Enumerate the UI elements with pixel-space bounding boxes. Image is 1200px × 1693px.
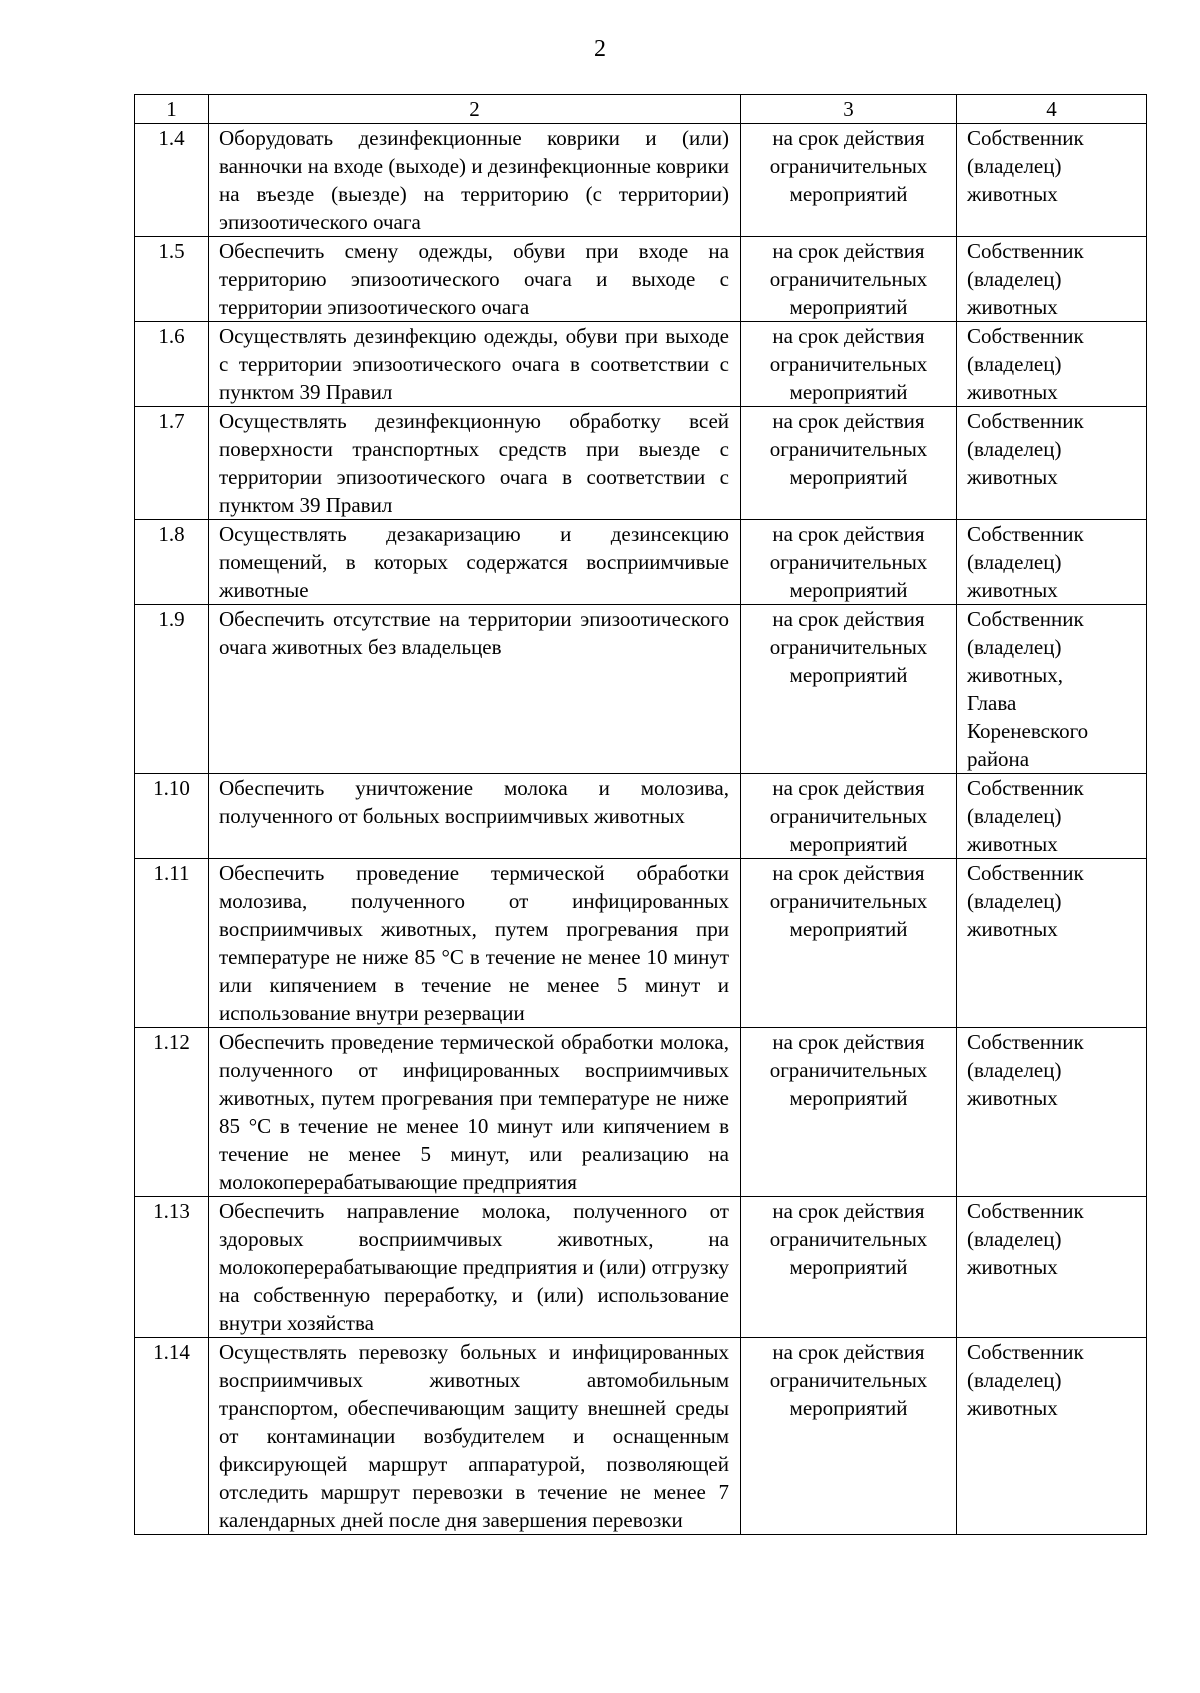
column-header-4: 4: [957, 95, 1147, 124]
responsible-party: [957, 322, 1147, 407]
responsible-line: района: [967, 747, 1030, 771]
responsible-line: Собственник: [967, 861, 1084, 885]
row-number: 1.12: [135, 1028, 209, 1197]
table-header-row: [135, 95, 1147, 124]
term-line: ограничительных: [769, 352, 928, 376]
responsible-party: [957, 1197, 1147, 1338]
responsible-party: [957, 237, 1147, 322]
term-line: на срок действия: [772, 239, 925, 263]
term-line: мероприятий: [789, 182, 908, 206]
table-row: [135, 520, 1147, 605]
term-line: ограничительных: [769, 267, 928, 291]
row-number: 1.6: [135, 322, 209, 407]
measure-term: [741, 322, 957, 407]
measure-description: Осуществлять дезакаризацию и дезинсекцию помещений, в которых содержатся восприимчивые животные: [209, 520, 741, 605]
responsible-party: [957, 605, 1147, 774]
responsible-line: Собственник: [967, 522, 1084, 546]
term-line: ограничительных: [769, 550, 928, 574]
responsible-line: животных: [967, 1086, 1058, 1110]
row-number: 1.4: [135, 124, 209, 237]
term-line: ограничительных: [769, 154, 928, 178]
table-row: [135, 605, 1147, 774]
table-row: [135, 859, 1147, 1028]
term-line: ограничительных: [769, 635, 928, 659]
term-line: мероприятий: [789, 832, 908, 856]
responsible-line: Собственник: [967, 1030, 1084, 1054]
responsible-line: Кореневского: [967, 719, 1089, 743]
responsible-line: (владелец): [967, 1058, 1062, 1082]
term-line: мероприятий: [789, 578, 908, 602]
responsible-line: (владелец): [967, 154, 1062, 178]
responsible-party: [957, 520, 1147, 605]
row-number: 1.5: [135, 237, 209, 322]
measure-term: [741, 237, 957, 322]
responsible-line: (владелец): [967, 267, 1062, 291]
measure-description: Осуществлять дезинфекцию одежды, обуви при выходе с территории эпизоотического очага в соответствии с пунктом 39 Правил: [209, 322, 741, 407]
responsible-line: животных: [967, 380, 1058, 404]
table-row: [135, 1338, 1147, 1535]
table-row: [135, 237, 1147, 322]
term-line: ограничительных: [769, 1227, 928, 1251]
term-line: ограничительных: [769, 437, 928, 461]
responsible-line: (владелец): [967, 889, 1062, 913]
term-line: мероприятий: [789, 917, 908, 941]
term-line: мероприятий: [789, 663, 908, 687]
responsible-line: (владелец): [967, 437, 1062, 461]
table-row: [135, 1028, 1147, 1197]
column-header-2: 2: [209, 95, 741, 124]
term-line: на срок действия: [772, 522, 925, 546]
term-line: на срок действия: [772, 607, 925, 631]
measure-description: Оборудовать дезинфекционные коврики и (или) ванночки на входе (выходе) и дезинфекционные коврики на въезде (выезде) на территорию (с территории) эпизоотического очага: [209, 124, 741, 237]
term-line: на срок действия: [772, 1199, 925, 1223]
measure-term: [741, 1197, 957, 1338]
row-number: 1.7: [135, 407, 209, 520]
responsible-line: животных: [967, 465, 1058, 489]
row-number: 1.13: [135, 1197, 209, 1338]
responsible-line: Собственник: [967, 126, 1084, 150]
responsible-party: [957, 407, 1147, 520]
term-line: мероприятий: [789, 1255, 908, 1279]
responsible-line: животных: [967, 832, 1058, 856]
responsible-line: Собственник: [967, 607, 1084, 631]
responsible-line: (владелец): [967, 352, 1062, 376]
responsible-line: животных: [967, 295, 1058, 319]
measure-description: Обеспечить уничтожение молока и молозива, полученного от больных восприимчивых животных: [209, 774, 741, 859]
row-number: 1.14: [135, 1338, 209, 1535]
measure-term: [741, 859, 957, 1028]
measure-description: Обеспечить проведение термической обработки молозива, полученного от инфицированных восприимчивых животных, путем прогревания при температуре не ниже 85 °C в течение не менее 10 минут или кипячением в течение не менее 5 минут и использование внутри резервации: [209, 859, 741, 1028]
responsible-line: животных,: [967, 663, 1064, 687]
measure-term: [741, 774, 957, 859]
term-line: на срок действия: [772, 1340, 925, 1364]
responsible-line: животных: [967, 1396, 1058, 1420]
row-number: 1.10: [135, 774, 209, 859]
term-line: на срок действия: [772, 776, 925, 800]
column-header-1: 1: [135, 95, 209, 124]
table-row: [135, 1197, 1147, 1338]
measure-description: Осуществлять перевозку больных и инфицированных восприимчивых животных автомобильным транспортом, обеспечивающим защиту внешней среды от контаминации возбудителем и оснащенным фиксирующей маршрут аппаратурой, позволяющей отследить маршрут перевозки в течение не менее 7 календарных дней после дня завершения перевозки: [209, 1338, 741, 1535]
responsible-party: [957, 774, 1147, 859]
table-row: [135, 124, 1147, 237]
responsible-line: Собственник: [967, 409, 1084, 433]
column-header-3: 3: [741, 95, 957, 124]
page-number: 2: [594, 36, 606, 62]
term-line: на срок действия: [772, 126, 925, 150]
measure-term: [741, 520, 957, 605]
measure-description: Осуществлять дезинфекционную обработку всей поверхности транспортных средств при выезде с территории эпизоотического очага в соответствии с пунктом 39 Правил: [209, 407, 741, 520]
responsible-line: Собственник: [967, 776, 1084, 800]
table-row: [135, 322, 1147, 407]
table-row: [135, 407, 1147, 520]
measure-term: [741, 605, 957, 774]
measure-description: Обеспечить смену одежды, обуви при входе на территорию эпизоотического очага и выходе с территории эпизоотического очага: [209, 237, 741, 322]
responsible-line: Собственник: [967, 239, 1084, 263]
term-line: ограничительных: [769, 804, 928, 828]
responsible-line: (владелец): [967, 635, 1062, 659]
row-number: 1.9: [135, 605, 209, 774]
term-line: ограничительных: [769, 1058, 928, 1082]
measure-description: Обеспечить проведение термической обработки молока, полученного от инфицированных восприимчивых животных, путем прогревания при температуре не ниже 85 °C в течение не менее 10 минут или кипячением в течение не менее 5 минут, или реализацию на молокоперерабатывающие предприятия: [209, 1028, 741, 1197]
responsible-line: Глава: [967, 691, 1017, 715]
term-line: мероприятий: [789, 295, 908, 319]
responsible-party: [957, 1338, 1147, 1535]
measure-term: [741, 124, 957, 237]
responsible-party: [957, 1028, 1147, 1197]
responsible-line: Собственник: [967, 324, 1084, 348]
responsible-line: животных: [967, 578, 1058, 602]
responsible-line: Собственник: [967, 1199, 1084, 1223]
term-line: на срок действия: [772, 861, 925, 885]
term-line: на срок действия: [772, 1030, 925, 1054]
measure-term: [741, 1028, 957, 1197]
measure-term: [741, 1338, 957, 1535]
responsible-line: животных: [967, 917, 1058, 941]
measure-description: Обеспечить отсутствие на территории эпизоотического очага животных без владельцев: [209, 605, 741, 774]
term-line: мероприятий: [789, 1086, 908, 1110]
responsible-party: [957, 124, 1147, 237]
responsible-line: (владелец): [967, 1368, 1062, 1392]
responsible-line: (владелец): [967, 550, 1062, 574]
term-line: ограничительных: [769, 1368, 928, 1392]
measure-description: Обеспечить направление молока, полученного от здоровых восприимчивых животных, на молокоперерабатывающие предприятия и (или) отгрузку на собственную переработку, и (или) использование внутри хозяйства: [209, 1197, 741, 1338]
measures-table: [134, 94, 1147, 1535]
term-line: мероприятий: [789, 1396, 908, 1420]
term-line: ограничительных: [769, 889, 928, 913]
table-row: [135, 774, 1147, 859]
responsible-line: животных: [967, 1255, 1058, 1279]
responsible-line: (владелец): [967, 1227, 1062, 1251]
row-number: 1.8: [135, 520, 209, 605]
measure-term: [741, 407, 957, 520]
term-line: мероприятий: [789, 465, 908, 489]
term-line: на срок действия: [772, 409, 925, 433]
term-line: на срок действия: [772, 324, 925, 348]
responsible-line: Собственник: [967, 1340, 1084, 1364]
term-line: мероприятий: [789, 380, 908, 404]
responsible-party: [957, 859, 1147, 1028]
responsible-line: (владелец): [967, 804, 1062, 828]
row-number: 1.11: [135, 859, 209, 1028]
responsible-line: животных: [967, 182, 1058, 206]
